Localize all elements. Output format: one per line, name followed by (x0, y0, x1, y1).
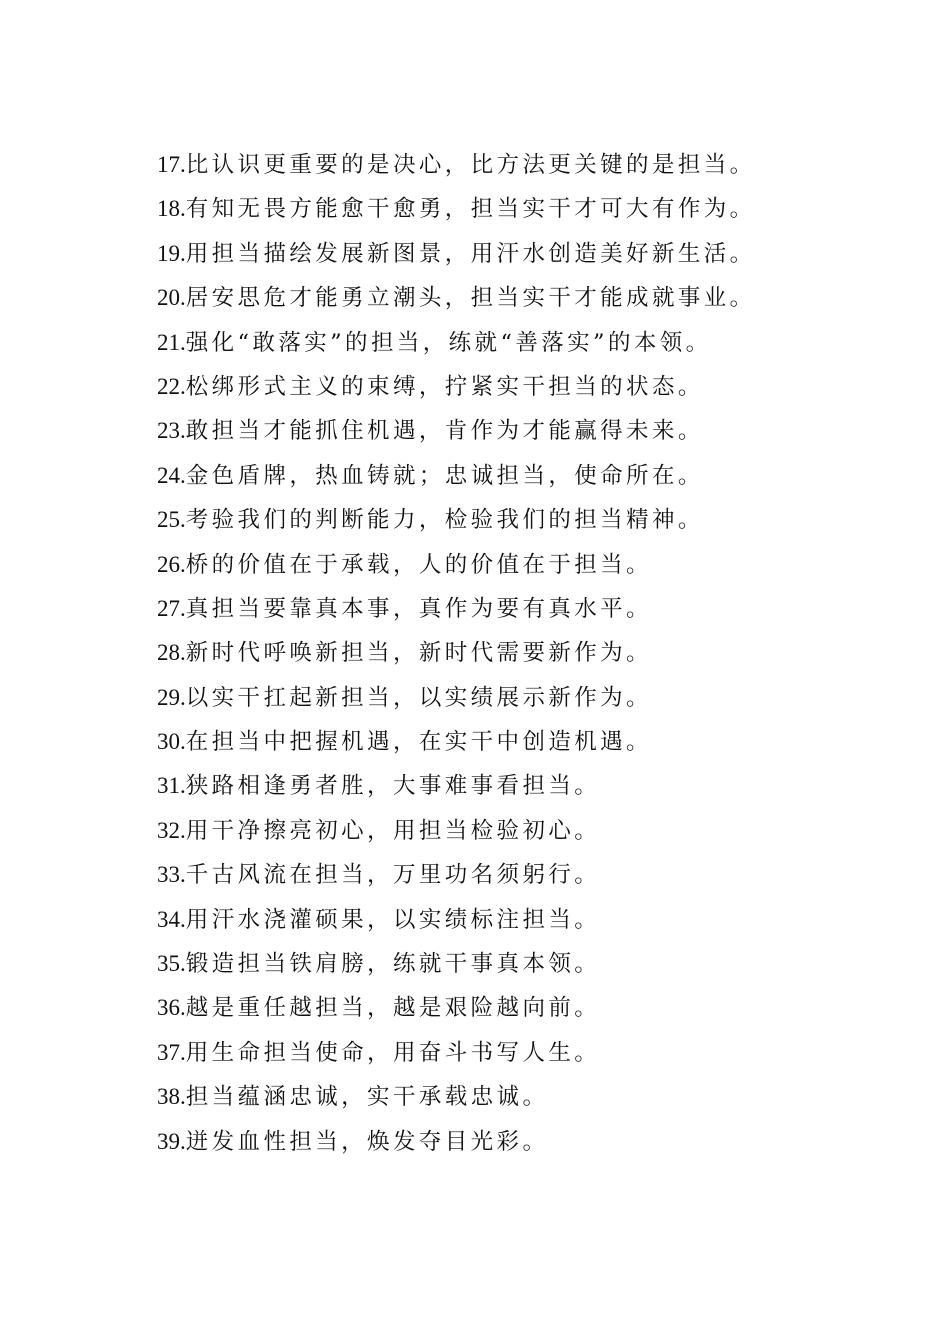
list-item (157, 942, 817, 986)
item-text: 以实干扛起新担当，以实绩展示新作为。 (185, 684, 652, 711)
list-item (157, 498, 817, 542)
list-item (157, 543, 817, 587)
item-number: 33. (157, 862, 186, 888)
item-number: 23. (157, 418, 186, 444)
list-item (157, 720, 817, 764)
item-text: 在担当中把握机遇，在实干中创造机遇。 (185, 729, 652, 756)
item-text: 担当蕴涵忠诚，实干承载忠诚。 (185, 1084, 549, 1111)
item-number: 27. (157, 595, 186, 621)
item-text: 用汗水浇灌硕果，以实绩标注担当。 (185, 906, 601, 933)
item-text: 强化“敢落实”的担当，练就“善落实”的本领。 (185, 329, 712, 356)
list-item (157, 631, 817, 675)
list-item (157, 1120, 817, 1164)
list-item (157, 454, 817, 498)
item-number: 32. (157, 817, 186, 843)
item-text: 用生命担当使命，用奋斗书写人生。 (185, 1039, 601, 1066)
item-text: 狭路相逢勇者胜，大事难事看担当。 (185, 773, 601, 800)
list-item (157, 764, 817, 808)
item-number: 17. (157, 152, 186, 177)
list-item (157, 365, 817, 409)
list-item (157, 853, 817, 897)
item-number: 31. (157, 773, 186, 799)
item-text: 千古风流在担当，万里功名须躬行。 (185, 862, 601, 889)
list-item (157, 232, 817, 276)
item-text: 迸发血性担当，焕发夺目光彩。 (185, 1128, 549, 1155)
item-text: 金色盾牌，热血铸就；忠诚担当，使命所在。 (185, 462, 704, 489)
item-text: 锻造担当铁肩膀，练就干事真本领。 (185, 951, 601, 978)
list-item (157, 1075, 817, 1119)
item-number: 34. (157, 906, 186, 932)
item-text: 真担当要靠真本事，真作为要有真水平。 (185, 595, 652, 622)
list-item (157, 409, 817, 453)
item-text: 桥的价值在于承载，人的价值在于担当。 (185, 551, 652, 578)
list-item (157, 898, 817, 942)
item-number: 29. (157, 684, 186, 710)
item-text: 有知无畏方能愈干愈勇，担当实干才可大有作为。 (185, 196, 756, 223)
item-text: 用担当描绘发展新图景，用汗水创造美好新生活。 (185, 240, 756, 267)
item-number: 37. (157, 1039, 186, 1065)
item-number: 18. (157, 196, 186, 222)
list-item (157, 276, 817, 320)
item-number: 36. (157, 995, 186, 1021)
item-text: 考验我们的判断能力，检验我们的担当精神。 (185, 507, 704, 534)
item-text: 敢担当才能抓住机遇，肯作为才能赢得未来。 (185, 418, 704, 445)
item-text: 居安思危才能勇立潮头，担当实干才能成就事业。 (185, 285, 756, 312)
item-number: 21. (157, 329, 186, 355)
item-number: 20. (157, 285, 186, 311)
item-text: 松绑形式主义的束缚，拧紧实干担当的状态。 (185, 373, 704, 400)
item-number: 26. (157, 551, 186, 577)
numbered-list (157, 143, 817, 1164)
list-item (157, 187, 817, 231)
item-number: 35. (157, 951, 186, 977)
item-number: 24. (157, 462, 186, 488)
list-item (157, 676, 817, 720)
list-item (157, 986, 817, 1030)
item-text: 用干净擦亮初心，用担当检验初心。 (185, 817, 601, 844)
item-number: 25. (157, 507, 186, 533)
item-number: 38. (157, 1084, 186, 1110)
item-text: 比认识更重要的是决心，比方法更关键的是担当。 (185, 152, 756, 178)
list-item (157, 143, 817, 187)
item-number: 28. (157, 640, 186, 666)
item-number: 39. (157, 1128, 186, 1154)
list-item (157, 1031, 817, 1075)
item-text: 新时代呼唤新担当，新时代需要新作为。 (185, 640, 652, 667)
item-text: 越是重任越担当，越是艰险越向前。 (185, 995, 601, 1022)
list-item (157, 809, 817, 853)
list-item (157, 587, 817, 631)
item-number: 30. (157, 729, 186, 755)
item-number: 22. (157, 373, 186, 399)
list-item (157, 321, 817, 365)
item-number: 19. (157, 240, 186, 266)
